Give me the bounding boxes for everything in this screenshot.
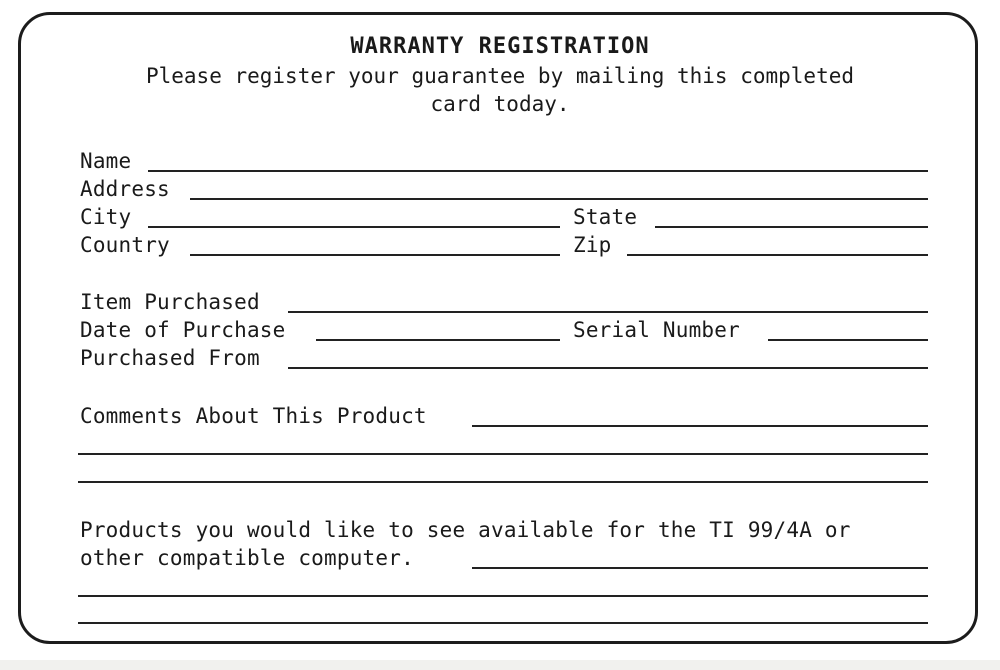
zip-label: Zip (573, 233, 612, 257)
city-label: City (80, 205, 132, 229)
address-label: Address (80, 177, 170, 201)
state-field[interactable] (655, 226, 928, 228)
comments-field-line-3[interactable] (78, 481, 928, 483)
item-purchased-field[interactable] (288, 311, 928, 313)
purchased-from-field[interactable] (288, 367, 928, 369)
state-label: State (573, 205, 638, 229)
country-field[interactable] (190, 254, 560, 256)
purchased-from-label: Purchased From (80, 346, 260, 370)
serial-number-field[interactable] (768, 339, 928, 341)
products-label-line-2: other compatible computer. (80, 546, 414, 570)
zip-field[interactable] (627, 254, 928, 256)
products-field-line-1[interactable] (472, 567, 928, 569)
date-of-purchase-field[interactable] (316, 339, 560, 341)
name-label: Name (80, 149, 132, 173)
name-field[interactable] (148, 170, 928, 172)
item-purchased-label: Item Purchased (80, 290, 260, 314)
city-field[interactable] (148, 226, 560, 228)
date-of-purchase-label: Date of Purchase (80, 318, 286, 342)
comments-field-line-1[interactable] (472, 425, 928, 427)
comments-field-line-2[interactable] (78, 453, 928, 455)
products-field-line-2[interactable] (78, 595, 928, 597)
instructions-line-1: Please register your guarantee by mailing this completed (145, 64, 854, 88)
card-title: WARRANTY REGISTRATION (350, 34, 650, 59)
country-label: Country (80, 233, 170, 257)
address-field[interactable] (190, 198, 928, 200)
serial-number-label: Serial Number (573, 318, 740, 342)
comments-label: Comments About This Product (80, 404, 427, 428)
products-field-line-3[interactable] (78, 622, 928, 624)
products-label-line-1: Products you would like to see available for the TI 99/4A or (80, 518, 851, 542)
scan-background (0, 660, 1000, 670)
instructions-line-2: card today. (430, 92, 570, 116)
